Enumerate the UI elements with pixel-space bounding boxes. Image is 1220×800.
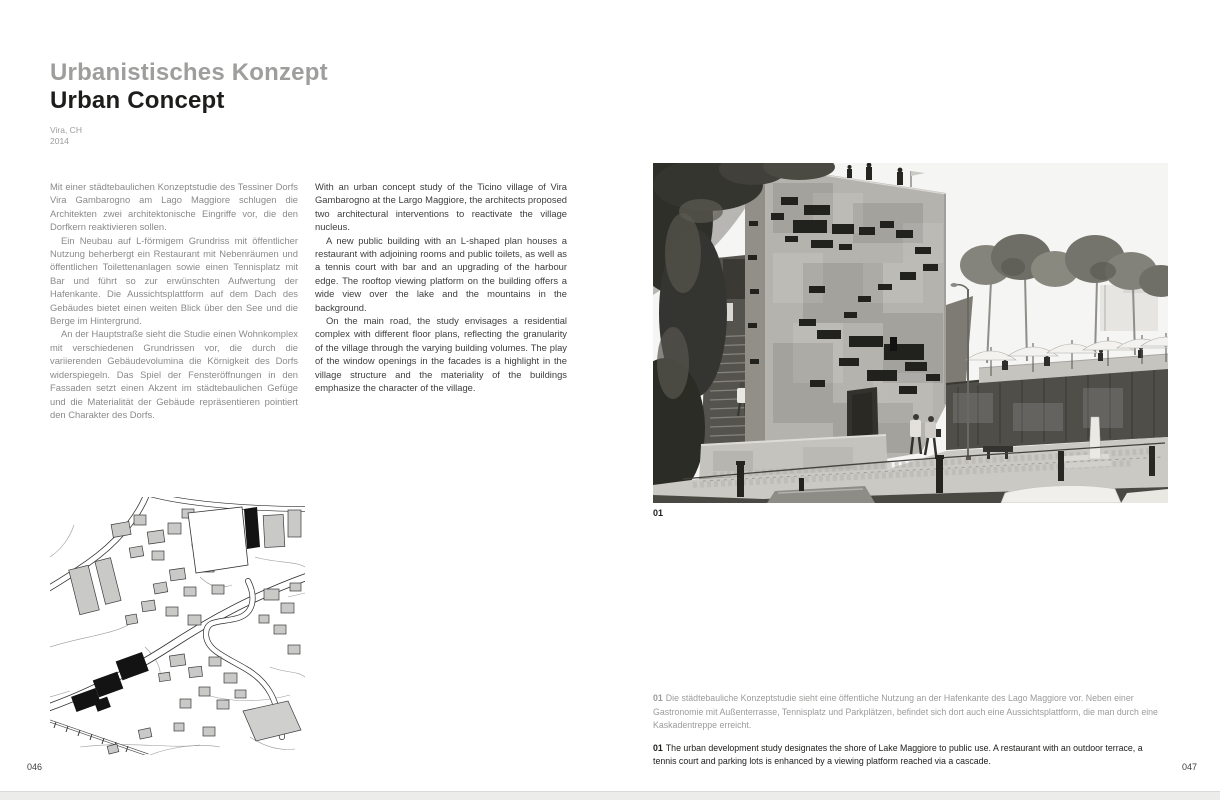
page-number-left: 046 xyxy=(27,762,43,772)
paragraph-en-2: A new public building with an L-shaped plan houses a restaurant with adjoining rooms and public toilets, as well as a tennis court with bar and an upgrading of the harbour edge. The rooftop viewing platform on the building offers a wide view over the lake and the mountains in the background. xyxy=(315,234,567,313)
caption-english-text: The urban development study designates the shore of Lake Maggiore to public use. A restaurant with an outdoor terrace, a tennis court and parking lots is enhanced by a viewing platform reached via a cascade. xyxy=(653,742,1143,766)
caption-english xyxy=(653,742,1165,769)
caption-german-label: 01 xyxy=(653,693,663,703)
paragraph-en-3: On the main road, the study envisages a residential complex with different floor plans, reflecting the granularity of the village through the varying building volumes. The play of the window openings in the facades is a highlight in the village structure and the materiality of the buildings emphasize the character of the village. xyxy=(315,315,567,394)
page-bottom-edge xyxy=(0,791,1220,800)
paragraph-de-3: An der Hauptstraße sieht die Studie einen Wohnkomplex mit verschiedenen Grundrissen vor, die durch die variierenden Gebäudevolumina die Körnigkeit des Dorfs widerspiegeln. Das Spiel der Fensteröffnungen in den Fassaden setzt einen Akzent im städtebaulichen Gefüge und die Materialität der Gebäude repräsentieren pointiert den Charakter des Dorfs. xyxy=(50,328,298,420)
project-meta xyxy=(50,125,82,147)
paragraph-de-2: Ein Neubau auf L-förmigem Grundriss mit öffentlicher Nutzung beherbergt ein Restaurant mit Nebenräumen und öffentlichen Toilettenanlagen sowie einen Tennisplatz mit Bar und führt so zur erwünschten Aufwertung der Hafenkante. Die Aussichtsplattform auf dem Dach des Gebäudes bietet einen weiten Blick über den See und die Berge im Hintergrund. xyxy=(50,234,298,327)
project-title-block xyxy=(50,59,328,115)
project-title-english: Urban Concept xyxy=(50,87,225,114)
caption-german-text: Die städtebauliche Konzeptstudie sieht eine öffentliche Nutzung an der Hafenkante des Lago Maggiore vor. Neben einer Gastronomie mit Außenterrasse, Tennisplatz und Parkplätzen, befindet sich dort auch eine Aussichtsplattform, die man durch eine Kaskadentreppe erreicht. xyxy=(653,693,1158,730)
intro-text-german xyxy=(50,180,298,421)
white-pillar xyxy=(1089,417,1101,459)
paragraph-de-1: Mit einer städtebaulichen Konzeptstudie des Tessiner Dorfs Vira Gambarogno am Lago Maggiore schlugen die Architekten zwei architektonische Eingriffe vor, die den Dorfkern reaktivieren sollen. xyxy=(50,181,298,233)
figure-in-opening xyxy=(890,337,897,351)
tennis-court-area xyxy=(188,507,248,573)
site-plan-drawing xyxy=(50,497,305,755)
paragraph-en-1: With an urban concept study of the Ticino village of Vira Gambarogno at the Largo Maggiore, the architects proposed two architectural interventions to reactivate the village nucleus. xyxy=(315,181,567,233)
caption-german xyxy=(653,692,1165,733)
intro-text-english xyxy=(315,180,567,395)
project-year: 2014 xyxy=(50,136,69,146)
project-location: Vira, CH xyxy=(50,125,82,135)
figure-number: 01 xyxy=(653,508,664,518)
page-number-right: 047 xyxy=(1181,762,1197,772)
project-title-german: Urbanistisches Konzept xyxy=(50,59,328,86)
caption-block xyxy=(653,692,1165,769)
harbour-photo xyxy=(653,163,1168,503)
caption-english-label: 01 xyxy=(653,742,663,753)
